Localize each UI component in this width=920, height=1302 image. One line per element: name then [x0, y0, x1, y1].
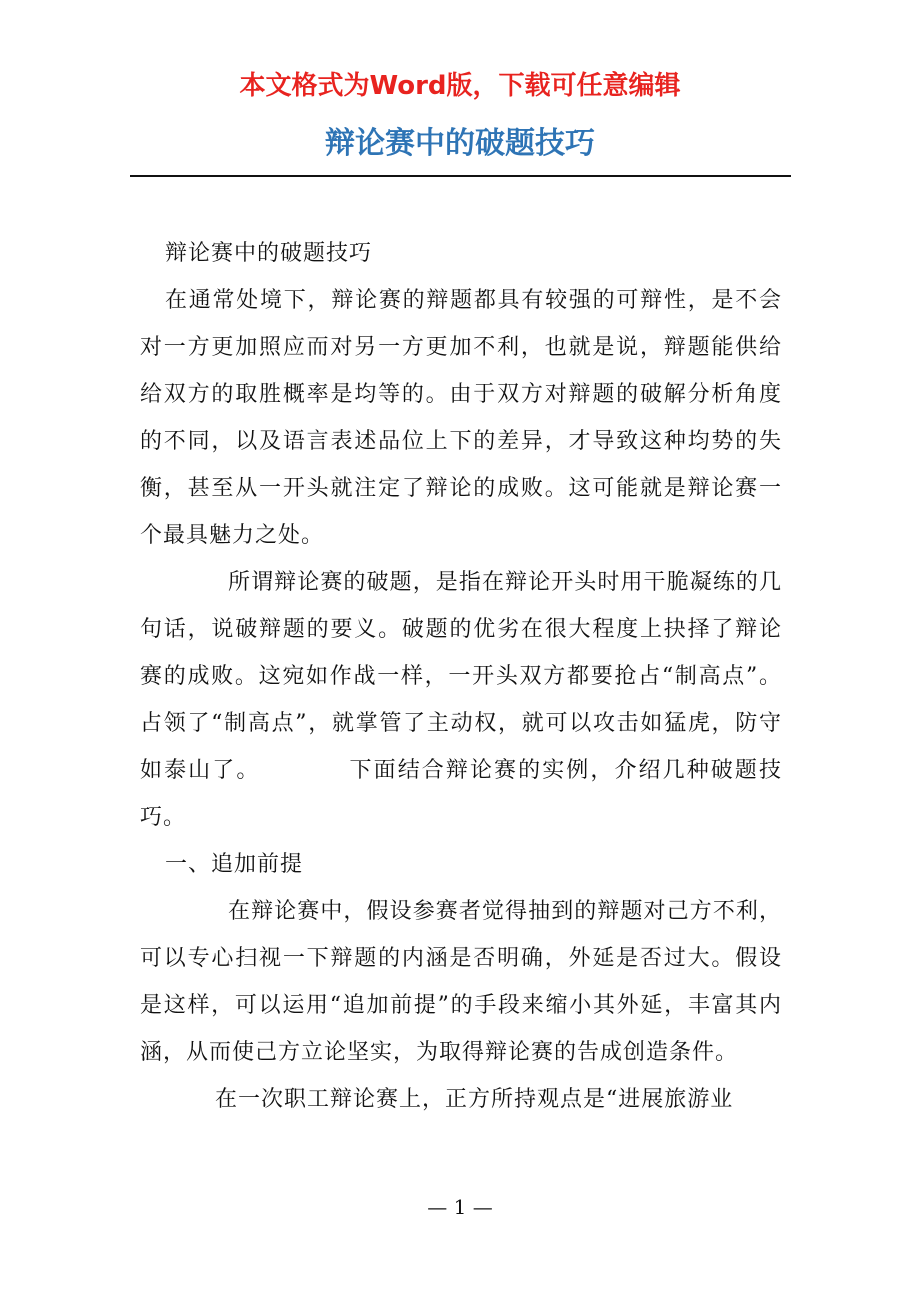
- download-banner: 本文格式为Word版，下载可任意编辑: [239, 71, 681, 101]
- title-divider: [130, 175, 791, 177]
- definition-paragraph: [140, 559, 782, 841]
- definition-text: 所谓辩论赛的破题，是指在辩论开头时用干脆凝练的几句话，说破辩题的要义。破题的优劣在很大程度上抉择了辩论赛的成败。这宛如作战一样，一开头双方都要抢占“制高点”。占领了“制高点”，就掌管了主动权，就可以攻击如猛虎，防守如泰山了。: [140, 570, 782, 783]
- transition-text: 下面结合辩论赛的实例，介绍几种破题技巧。: [140, 758, 782, 830]
- body-subtitle: 辩论赛中的破题技巧: [165, 241, 373, 266]
- section1-paragraph: 在辩论赛中，假设参赛者觉得抽到的辩题对己方不利，可以专心扫视一下辩题的内涵是否明确，外延是否过大。假设是这样，可以运用“追加前提”的手段来缩小其外延，丰富其内涵，从而使己方立论坚实，为取得辩论赛的告成创造条件。: [140, 899, 782, 1065]
- example-paragraph: 在一次职工辩论赛上，正方所持观点是“进展旅游业: [215, 1087, 734, 1112]
- intro-paragraph: 在通常处境下，辩论赛的辩题都具有较强的可辩性，是不会对一方更加照应而对另一方更加不利，也就是说，辩题能供给给双方的取胜概率是均等的。由于双方对辩题的破解分析角度的不同，以及语言表述品位上下的差异，才导致这种均势的失衡，甚至从一开头就注定了辩论的成败。这可能就是辩论赛一个最具魅力之处。: [140, 288, 782, 548]
- document-body: [140, 230, 782, 1123]
- page-number: — 1 —: [427, 1195, 493, 1219]
- section-heading: 一、追加前提: [165, 852, 304, 877]
- document-title: 辩论赛中的破题技巧: [325, 126, 595, 161]
